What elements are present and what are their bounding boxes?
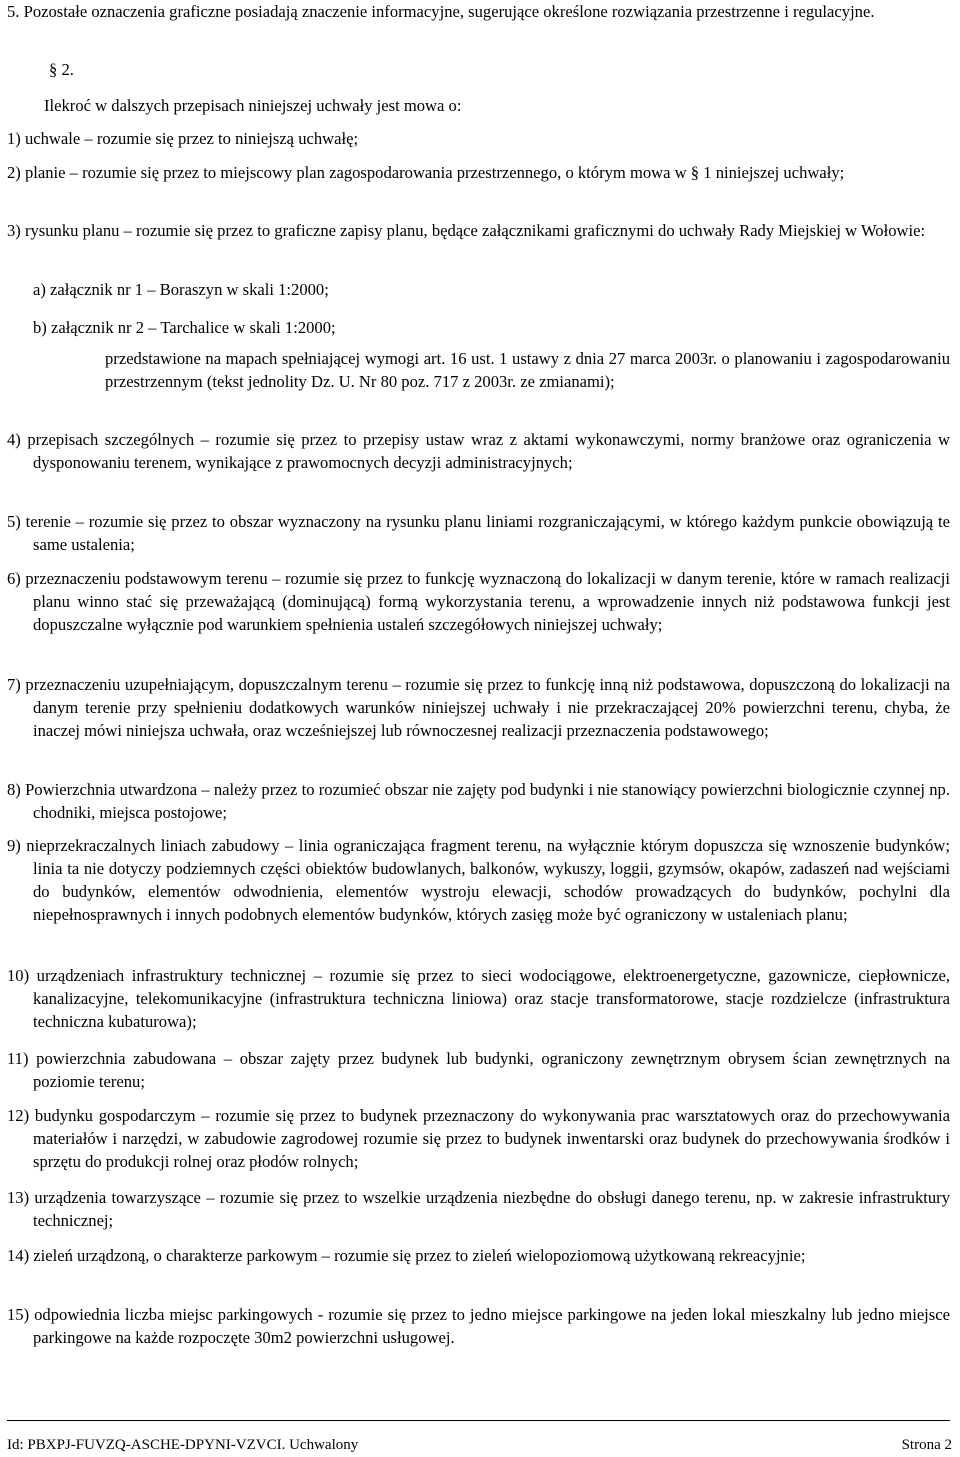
- definition-5: 5) terenie – rozumie się przez to obszar wyznaczony na rysunku planu liniami rozgraniczającymi, w którego każdym punkcie obowiązują te same ustalenia;: [7, 512, 950, 554]
- footer-page-number: Strona 2: [901, 1437, 952, 1453]
- definition-6: 6) przeznaczeniu podstawowym terenu – rozumie się przez to funkcję wyznaczoną do lokalizacji w danym terenie, które w ramach realizacji planu winno stać się przeważającą (dominującą) formą wykorzystania terenu, a wprowadzenie innych niż podstawowa funkcji jest dopuszczalne wyłącznie pod warunkiem spełnienia ustaleń szczegółowych niniejszej uchwały;: [7, 569, 950, 634]
- definition-4: 4) przepisach szczególnych – rozumie się przez to przepisy ustaw wraz z aktami wykonawczymi, normy branżowe oraz ograniczenia w dysponowaniu terenem, wynikające z prawomocnych decyzji administracyjnych;: [7, 430, 950, 472]
- definition-15: 15) odpowiednia liczba miejsc parkingowych - rozumie się przez to jedno miejsce parkingowe na jeden lokal mieszkalny lub jedno miejsce parkingowe na każde rozpoczęte 30m2 powierzchni usługowej.: [7, 1305, 950, 1347]
- definition-12: 12) budynku gospodarczym – rozumie się przez to budynek przeznaczony do wykonywania prac warsztatowych oraz do przechowywania materiałów i narzędzi, w zabudowie zagrodowej rozumie się przez to budynek inwentarski oraz budynek do przechowywania środków i sprzętu do produkcji rolnej oraz płodów rolnych;: [7, 1106, 950, 1171]
- footer-divider: [7, 1420, 950, 1421]
- definition-10: 10) urządzeniach infrastruktury technicznej – rozumie się przez to sieci wodociągowe, elektroenergetyczne, gazownicze, ciepłownicze, kanalizacyjne, telekomunikacyjne (infrastruktura techniczna liniowa) oraz stacje transformatorowe, stacje rozdzielcze (infrastruktura techniczna kubaturowa);: [7, 966, 950, 1031]
- definition-9: 9) nieprzekraczalnych liniach zabudowy – linia ograniczająca fragment terenu, na wyłącznie którym dopuszcza się wznoszenie budynków; linia ta nie dotyczy podziemnych części obiektów budowlanych, balkonów, wykuszy, loggii, gzymsów, okapów, zadaszeń nad wejściami do budynków, elementów odwodnienia, elementów wystroju elewacji, schodów prowadzących do budynków, pochylni dla niepełnosprawnych i innych podobnych elementów budynków, których zasięg może być ograniczony w ustaleniach planu;: [7, 836, 950, 924]
- attachment-a: a) załącznik nr 1 – Boraszyn w skali 1:2000;: [33, 280, 329, 299]
- footer-document-id: Id: PBXPJ-FUVZQ-ASCHE-DPYNI-VZVCI. Uchwalony: [7, 1437, 359, 1453]
- definition-2: 2) planie – rozumie się przez to miejscowy plan zagospodarowania przestrzennego, o którym mowa w § 1 niniejszej uchwały;: [7, 163, 845, 182]
- attachment-b: b) załącznik nr 2 – Tarchalice w skali 1:2000;: [33, 318, 336, 337]
- definition-3: 3) rysunku planu – rozumie się przez to graficzne zapisy planu, będące załącznikami graficznymi do uchwały Rady Miejskiej w Wołowie:: [7, 221, 926, 240]
- attachments-note: przedstawione na mapach spełniającej wymogi art. 16 ust. 1 ustawy z dnia 27 marca 2003r. o planowaniu i zagospodarowaniu przestrzennym (tekst jednolity Dz. U. Nr 80 poz. 717 z 2003r. ze zmianami);: [105, 349, 950, 391]
- definition-13: 13) urządzenia towarzyszące – rozumie się przez to wszelkie urządzenia niezbędne do obsługi danego terenu, np. w zakresie infrastruktury technicznej;: [7, 1188, 950, 1230]
- definition-11: 11) powierzchnia zabudowana – obszar zajęty przez budynek lub budynki, ograniczony zewnętrznym obrysem ścian zewnętrznych na poziomie terenu;: [7, 1049, 950, 1091]
- definition-7: 7) przeznaczeniu uzupełniającym, dopuszczalnym terenu – rozumie się przez to funkcję inną niż podstawowa, dopuszczoną do lokalizacji na danym terenie przy spełnieniu dodatkowych warunków niniejszej uchwały i nie przekraczającej 20% powierzchni terenu, chyba, że inaczej mówi niniejsza uchwała, oraz wcześniejszej lub równoczesnej realizacji przeznaczenia podstawowego;: [7, 675, 950, 740]
- definition-14: 14) zieleń urządzoną, o charakterze parkowym – rozumie się przez to zieleń wielopoziomową użytkowaną rekreacyjnie;: [7, 1246, 806, 1265]
- section-intro: Ilekroć w dalszych przepisach niniejszej uchwały jest mowa o:: [44, 96, 462, 115]
- section-number: § 2.: [49, 60, 74, 79]
- item-5-paragraph: 5. Pozostałe oznaczenia graficzne posiadają znaczenie informacyjne, sugerujące określone rozwiązania przestrzenne i regulacyjne.: [7, 2, 875, 21]
- definition-8: 8) Powierzchnia utwardzona – należy przez to rozumieć obszar nie zajęty pod budynki i nie stanowiący powierzchni biologicznie czynnej np. chodniki, miejsca postojowe;: [7, 780, 950, 822]
- definition-1: 1) uchwale – rozumie się przez to niniejszą uchwałę;: [7, 129, 359, 148]
